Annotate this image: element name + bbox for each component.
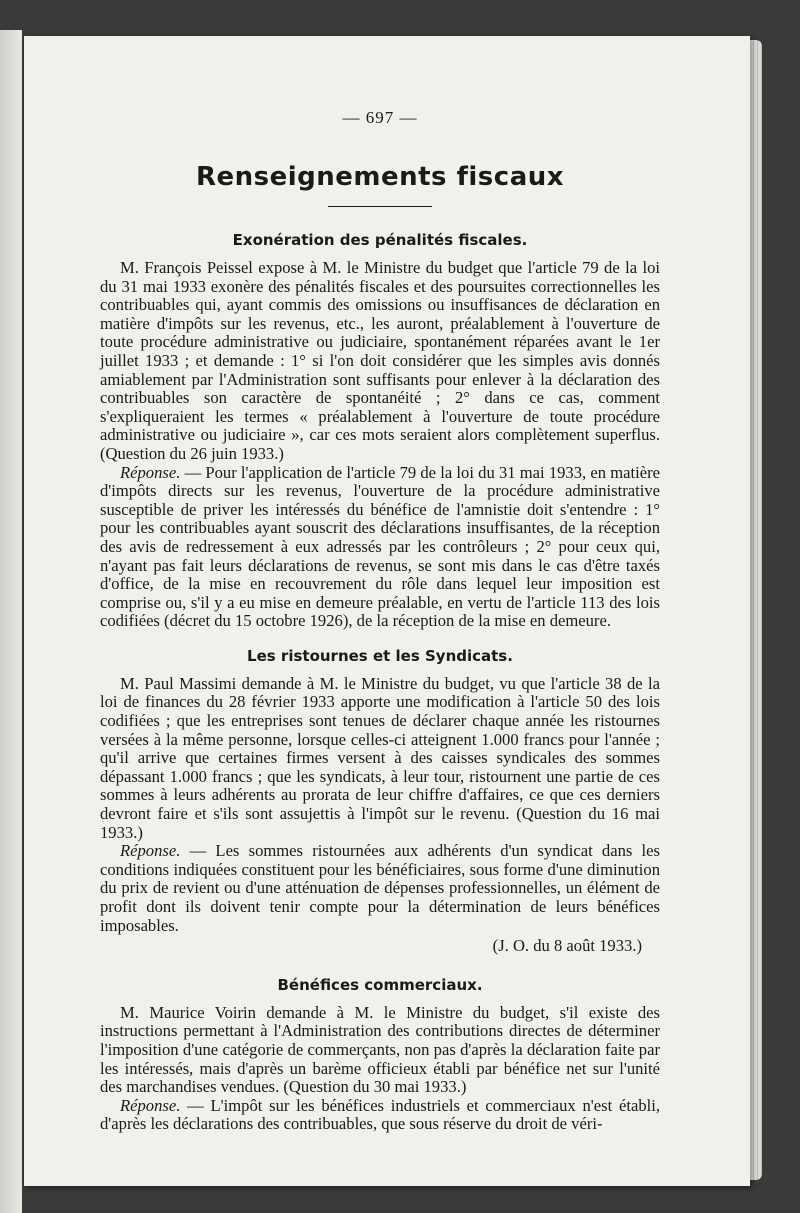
answer-paragraph (100, 1097, 660, 1134)
section-heading: Exonération des pénalités fiscales. (232, 231, 528, 249)
page-number: — 697 — (342, 108, 418, 127)
answer-label: Réponse. (120, 841, 181, 861)
answer-text: — Les sommes ristournées aux adhérents d'un syndicat dans les conditions indiquées constituent pour les bénéficiaires, sous forme d'une diminution du prix de revient ou d'une atténuation de dépenses professionnelles, un élément de profit dont ils doivent tenir compte pour la détermination de leurs bénéfices imposables. (100, 841, 660, 935)
question-paragraph: M. François Peissel expose à M. le Ministre du budget que l'article 79 de la loi du 31 mai 1933 exonère des pénalités fiscales et des poursuites correctionnelles les contribuables qui, ayant commis des omissions ou insuffisances de déclaration en matière d'impôts sur les revenus, etc., les auront, préalablement à l'ouverture de toute procédure administrative ou judiciaire, spontanément réparées avant le 1er juillet 1933 ; et demande : 1° si l'on doit considérer que les simples avis donnés amiablement par l'Administration sont suffisants pour enlever à la déclaration des contribuables son caractère de spontanéité ; 2° dans ce cas, comment s'expliqueraient les termes « préalablement à l'ouverture de toute procédure administrative ou judiciaire », car ces mots seraient alors complètement superflus. (Question du 26 juin 1933.) (100, 258, 660, 463)
answer-label: Réponse. (120, 462, 181, 482)
page-title: Renseignements fiscaux (195, 162, 565, 192)
adjacent-page-edge (0, 30, 22, 1213)
title-rule (328, 206, 432, 207)
answer-text: — Pour l'application de l'article 79 de la loi du 31 mai 1933, en matière d'impôts directs sur les revenus, l'ouverture de la procédure administrative susceptible de priver les intéressés du bénéfice de l'amnistie doit s'entendre : 1° pour les contribuables ayant souscrit des déclarations insuffisantes, de la réception des avis de redressement à eux adressés par les contrôleurs ; 2° pour ceux qui, n'ayant pas fait leurs déclarations de revenus, se sont mis dans le cas d'être taxés d'office, de la mise en recouvrement du rôle dans lequel leur imposition est comprise ou, s'il y a eu mise en demeure préalable, en vertu de l'article 113 des lois codifiées (décret du 15 octobre 1926), de la réception de la mise en demeure. (100, 462, 660, 631)
question-paragraph: M. Paul Massimi demande à M. le Ministre du budget, vu que l'article 38 de la loi de finances du 28 février 1933 apporte une modification à l'article 50 des lois codifiées ; que les entreprises sont tenues de déclarer chaque année les ristournes versées à la même personne, lorsque celles-ci atteignent 1.000 francs pour l'année ; qu'il arrive que certaines firmes versent à des caisses syndicales des sommes dépassant 1.000 francs ; que les syndicats, à leur tour, ristournent une partie de ces sommes à leurs adhérents au prorata de leur chiffre d'affaires, ce que ces derniers devront faire et s'ils sont assujettis à l'impôt sur le revenu. (Question du 16 mai 1933.) (100, 673, 660, 842)
page-content (100, 108, 660, 1134)
section-heading: Les ristournes et les Syndicats. (247, 646, 513, 665)
answer-label: Réponse. (120, 1095, 181, 1115)
document-page (24, 36, 750, 1186)
answer-paragraph (100, 842, 660, 935)
source-citation: (J. O. du 8 août 1933.) (492, 936, 642, 956)
question-paragraph: M. Maurice Voirin demande à M. le Ministre du budget, s'il existe des instructions permettant à l'Administration des contributions directes de déterminer l'imposition d'une catégorie de commerçants, non pas d'après la déclaration faite par les intéressés, mais d'après un barème officieux établi par bénéfice net sur l'unité des marchandises vendues. (Question du 30 mai 1933.) (100, 1002, 660, 1097)
answer-text: — L'impôt sur les bénéfices industriels et commerciaux n'est établi, d'après les déclarations des contribuables, que sous réserve du droit de véri- (100, 1095, 660, 1134)
section-heading: Bénéfices commerciaux. (277, 975, 483, 994)
answer-paragraph (100, 464, 660, 631)
